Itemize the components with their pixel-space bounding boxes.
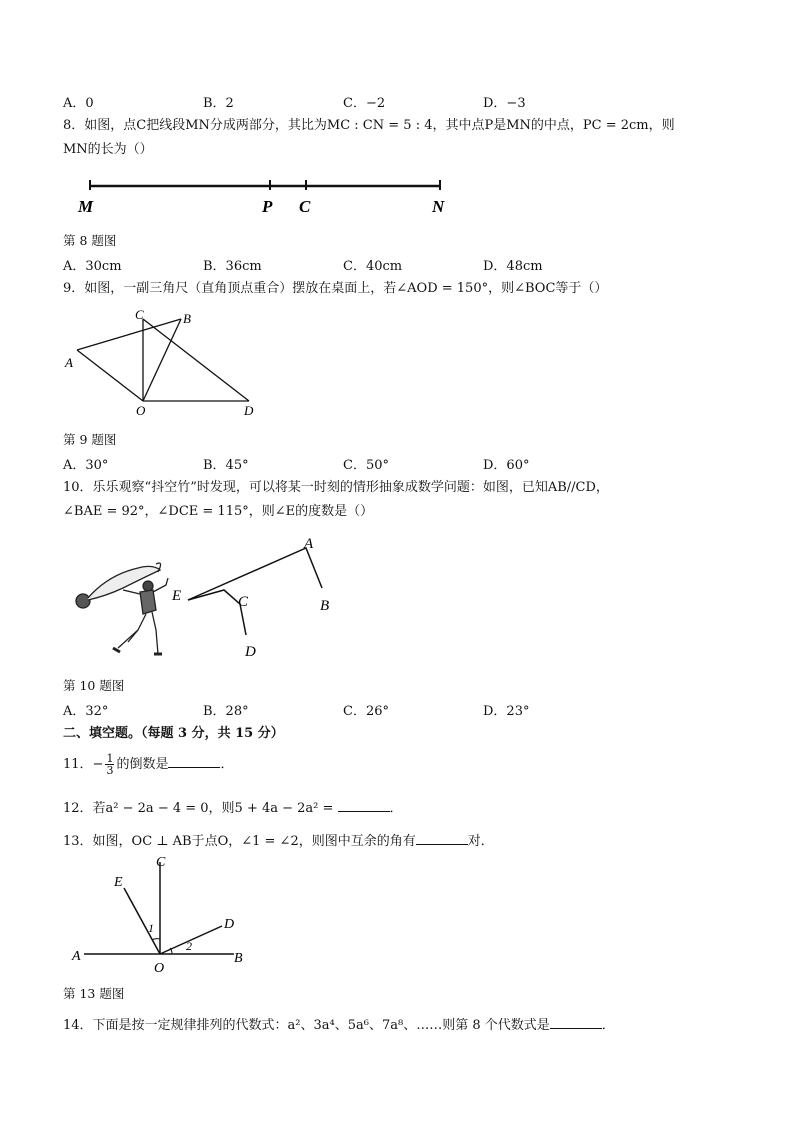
q8-caption: 第 8 题图 — [63, 233, 117, 248]
q12-end: ． — [389, 801, 403, 816]
q9-label-o: O — [136, 403, 146, 418]
q11-stem — [63, 752, 233, 778]
q13-answer-blank[interactable] — [416, 831, 468, 845]
q10-option-a: A．32° — [63, 704, 109, 719]
q11-fraction — [105, 753, 114, 776]
q7-option-b: B．2 — [203, 96, 234, 111]
q14-end: ． — [601, 1018, 615, 1033]
q10-label-b: B — [320, 598, 330, 614]
q8-stem-line1: 8．如图，点C把线段MN分成两部分，其比为MC : CN = 5 : 4，其中点P是MN的中点，PC = 2cm，则 — [63, 118, 675, 133]
q13-label-c: C — [156, 855, 166, 870]
q13-stem — [63, 831, 494, 852]
q10-label-d: D — [245, 644, 256, 660]
q13-end: 对． — [467, 834, 494, 849]
q9-label-d: D — [244, 403, 254, 418]
q10-option-d: D．23° — [483, 704, 530, 719]
q13-angle-1: 1 — [148, 921, 154, 935]
q8-segment-figure — [70, 170, 470, 220]
q13-label-o: O — [154, 961, 165, 975]
q10-stem-line1: 10．乐乐观察“抖空竹”时发现，可以将某一时刻的情形抽象成数学问题：如图，已知AB//CD， — [63, 480, 609, 495]
q10-caption: 第 10 题图 — [63, 678, 125, 693]
q9-label-b: B — [183, 311, 191, 326]
q9-label-a: A — [65, 355, 73, 370]
q10-figure — [68, 530, 348, 670]
q9-label-c: C — [135, 307, 144, 322]
q9-triangle-figure — [63, 305, 283, 420]
q12-stem — [63, 798, 403, 819]
q10-option-b: B．28° — [203, 704, 249, 719]
q9-stem: 9．如图，一副三角尺（直角顶点重合）摆放在桌面上，若∠AOD = 150°，则∠BOC等于（） — [63, 281, 608, 296]
q14-answer-blank[interactable] — [550, 1015, 602, 1029]
section-2-heading: 二、填空题。（每题 3 分，共 15 分） — [63, 726, 284, 741]
q13-label-b: B — [234, 951, 243, 966]
q7-option-d: D．−3 — [483, 96, 526, 111]
q8-label-n: N — [432, 197, 445, 216]
q9-option-d: D．60° — [483, 458, 530, 473]
q11-denominator: 3 — [106, 764, 114, 777]
q11-answer-blank[interactable] — [168, 754, 220, 768]
q8-option-b: B．36cm — [203, 259, 262, 274]
q13-figure — [68, 850, 268, 975]
q8-label-p: P — [262, 197, 273, 216]
q10-label-c: C — [238, 594, 249, 610]
q11-text: 的倒数是 — [116, 757, 169, 772]
q8-option-d: D．48cm — [483, 259, 543, 274]
q14-stem — [63, 1015, 615, 1036]
q13-label-a: A — [72, 949, 81, 964]
q9-option-a: A．30° — [63, 458, 109, 473]
q13-label-d: D — [224, 917, 235, 932]
q11-number: 11． — [63, 757, 93, 772]
q13-caption: 第 13 题图 — [63, 986, 125, 1001]
diabolo-player-illustration — [76, 563, 168, 654]
q9-option-b: B．45° — [203, 458, 249, 473]
q11-minus: − — [92, 757, 104, 772]
q10-label-e: E — [172, 588, 182, 604]
q8-option-a: A．30cm — [63, 259, 122, 274]
q11-numerator: 1 — [106, 752, 114, 765]
q10-option-c: C．26° — [343, 704, 389, 719]
q12-answer-blank[interactable] — [338, 798, 390, 812]
q8-option-c: C．40cm — [343, 259, 403, 274]
q8-label-m: M — [78, 197, 94, 216]
q7-option-a: A．0 — [63, 96, 94, 111]
q9-caption: 第 9 题图 — [63, 432, 117, 447]
q7-option-c: C．−2 — [343, 96, 386, 111]
q8-label-c: C — [299, 197, 311, 216]
q13-text: 13．如图，OC ⊥ AB于点O，∠1 = ∠2，则图中互余的角有 — [63, 834, 416, 849]
q9-option-c: C．50° — [343, 458, 389, 473]
q8-stem-line2: MN的长为（） — [63, 142, 153, 157]
q12-text: 12．若a² − 2a − 4 = 0，则5 + 4a − 2a² = — [63, 801, 334, 816]
q10-label-a: A — [304, 536, 314, 552]
q13-label-e: E — [114, 875, 123, 890]
q14-text: 14．下面是按一定规律排列的代数式：a²、3a⁴、5a⁶、7a⁸、……则第 8 个代数式是 — [63, 1018, 550, 1033]
q10-stem-line2: ∠BAE = 92°，∠DCE = 115°，则∠E的度数是（） — [63, 504, 374, 519]
q13-angle-2: 2 — [186, 939, 192, 953]
q11-end: ． — [220, 757, 234, 772]
